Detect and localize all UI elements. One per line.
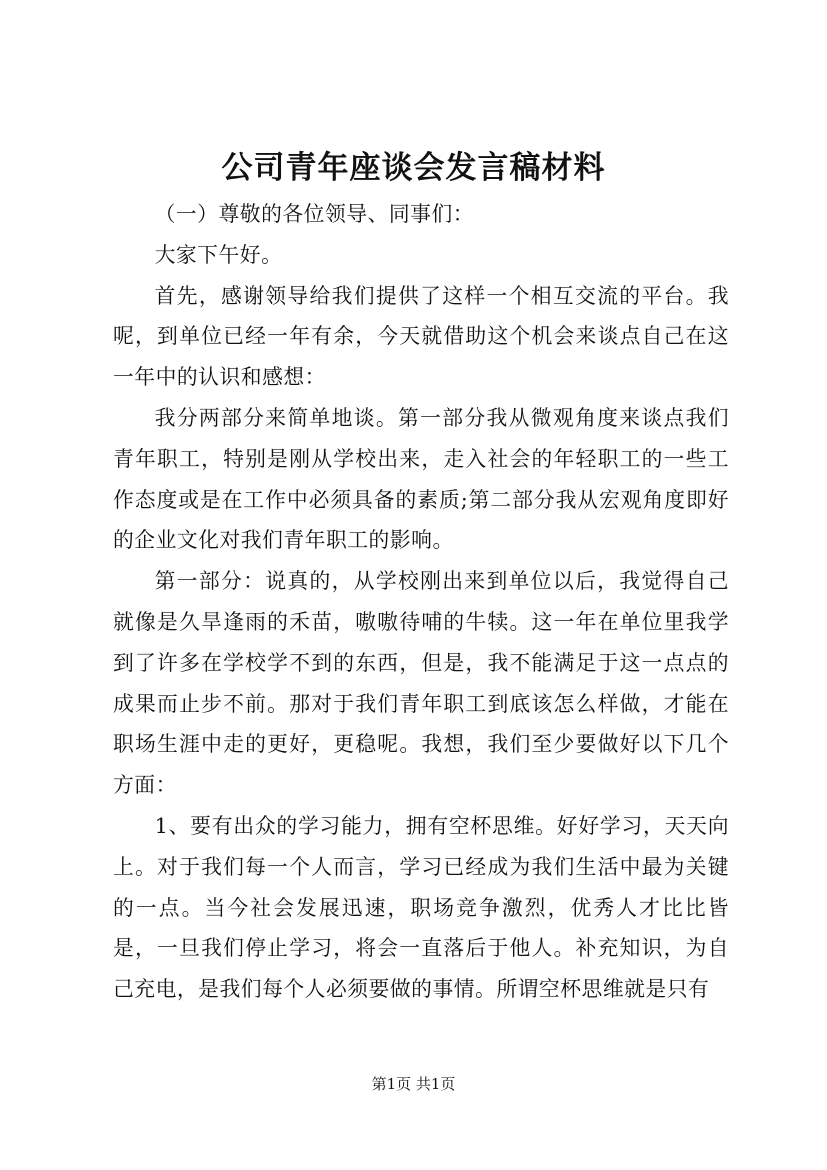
- document-title: 公司青年座谈会发言稿材料: [221, 150, 606, 186]
- paragraph-outline: 我分两部分来简单地谈。第一部分我从微观角度来谈点我们青年职工，特别是刚从学校出来，走入社会的年轻职工的一些工作态度或是在工作中必须具备的素质;第二部分我从宏观角度即好的企业文化对我们青年职工的影响。: [113, 405, 729, 553]
- paragraph-point-one: 1、要有出众的学习能力，拥有空杯思维。好好学习，天天向上。对于我们每一个人而言，学习已经成为我们生活中最为关键的一点。当今社会发展迅速，职场竞争激烈，优秀人才比比皆是，一旦我们停止学习，将会一直落后于他人。补充知识，为自己充电，是我们每个人必须要做的事情。所谓空杯思维就是只有: [113, 813, 729, 1002]
- document-body: [113, 194, 729, 1010]
- paragraph-intro: 首先，感谢领导给我们提供了这样一个相互交流的平台。我呢，到单位已经一年有余，今天就借助这个机会来谈点自己在这一年中的认识和感想：: [113, 283, 729, 390]
- paragraph-part-one: 第一部分：说真的，从学校刚出来到单位以后，我觉得自己就像是久旱逢雨的禾苗，嗷嗷待哺的牛犊。这一年在单位里我学到了许多在学校学不到的东西，但是，我不能满足于这一点点的成果而止步不前。那对于我们青年职工到底该怎么样做，才能在职场生涯中走的更好，更稳呢。我想，我们至少要做好以下几个方面：: [113, 569, 729, 798]
- page-number-footer: 第1页 共1页: [371, 1075, 456, 1093]
- paragraph-salutation: （一）尊敬的各位领导、同事们：: [154, 202, 475, 226]
- paragraph-greeting: 大家下午好。: [154, 242, 283, 267]
